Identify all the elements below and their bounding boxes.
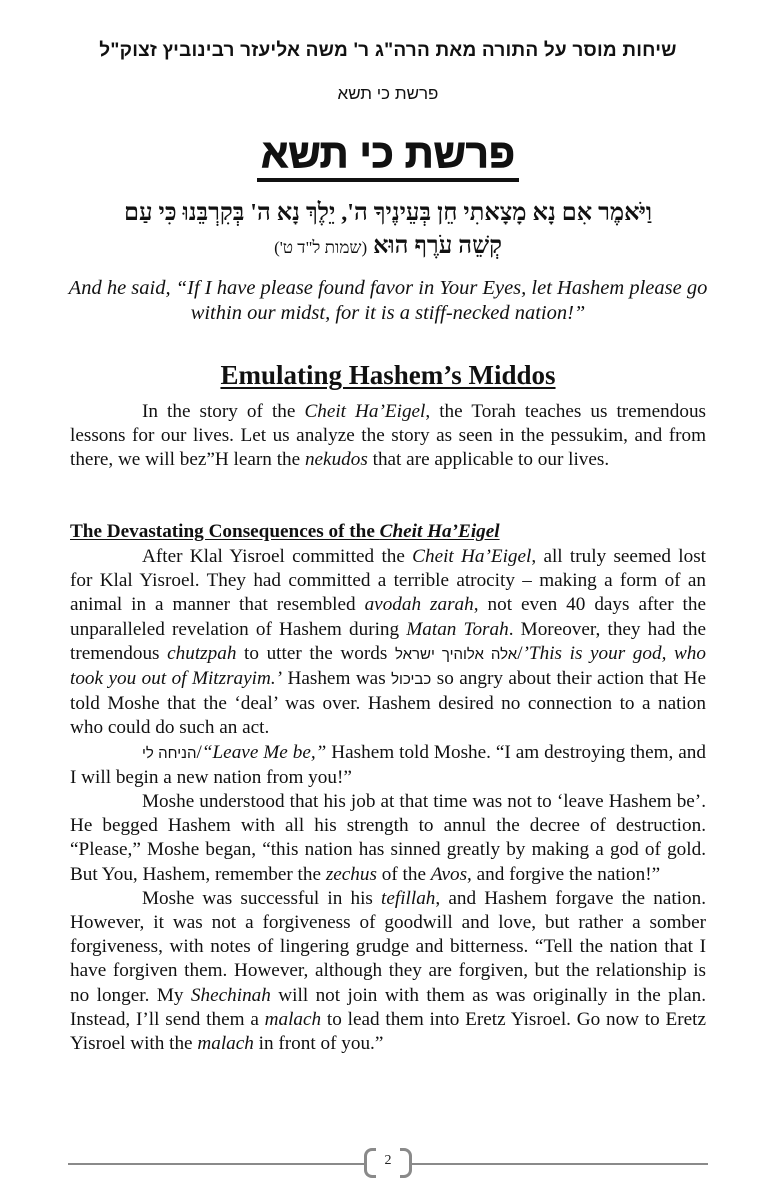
text-run: , and forgive the nation!” (467, 863, 661, 885)
intro-paragraph-block (70, 400, 706, 473)
italic-term: malach (197, 1033, 254, 1055)
paragraph-4 (70, 887, 706, 1056)
text-run: After Klal Yisroel committed the (142, 546, 413, 567)
left-brace-icon (364, 1148, 376, 1178)
text-run: , and Hashem forgave the nation. However, it was not a forgiveness of goodwill and love, but rather a somber forgiveness, with notes of lingering grudge and bitterness. “Tell the nation that I have forgiven them. However, although they are forgiven, but the relationship is no longer. My (70, 887, 706, 1006)
running-header-parsha: פרשת כי תשא (337, 84, 439, 103)
subsection-heading-italic: Cheit Ha’Eigel (379, 521, 500, 542)
text-run: In the story of the (142, 401, 305, 422)
text-run: of the (376, 863, 431, 885)
main-body (70, 545, 706, 1056)
verse-line-2 (60, 230, 716, 264)
hebrew-quote: אלה אלוהיך ישראל (394, 645, 518, 663)
text-run: . Moreover, they had the tremendous (70, 618, 706, 664)
text-run: Hashem was (282, 668, 392, 690)
italic-term: nekudos (304, 449, 368, 471)
footer-rule-left (68, 1163, 364, 1165)
italic-quote: ’This is your god, who took you out of Mitzrayim.’ (70, 642, 706, 690)
italic-term: Cheit Ha’Eigel (412, 546, 532, 567)
text-run: so angry about their action that He told Moshe that the ‘deal’ was over. Hashem desired no connection to a nation who could do such an act. (70, 668, 706, 739)
subsection-heading (70, 521, 500, 543)
verse-line-1: וַיֹּאמֶר אִם נָא מָצָאתִי חֵן בְּעֵינֶיךָ ה', יֵלֶךְ נָא ה' בְּקִרְבֵּנוּ כִּי עַם (123, 200, 652, 226)
italic-term: Matan Torah (406, 618, 509, 640)
paragraph-2 (70, 741, 706, 790)
intro-paragraph (70, 400, 706, 473)
verse-hebrew (60, 197, 716, 264)
verse-translation: And he said, “If I have please found favor in Your Eyes, let Hashem please go within our midst, for it is a stiff-necked nation!” (68, 277, 708, 324)
paragraph-1 (70, 545, 706, 741)
right-brace-icon (400, 1148, 412, 1178)
text-run: Moshe understood that his job at that time was not to ‘leave Hashem be’. He begged Hashem with all his strength to annul the decree of destruction. “Please,” Moshe began, “this nation has sinned greatly by making a god of gold. But You, Hashem, remember the (70, 791, 706, 885)
section-title: Emulating Hashem’s Middos (220, 360, 556, 390)
text-run: in front of you.” (253, 1033, 384, 1055)
hebrew-word: כביכול (391, 671, 432, 689)
parsha-title-text: פרשת כי תשא (257, 132, 519, 182)
text-run: / (517, 642, 523, 664)
verse-source: (שמות ל"ד ט') (274, 238, 368, 257)
italic-term: chutzpah (167, 642, 237, 664)
text-run: will not join with them as was originally in the plan. Instead, I’ll send them a (70, 984, 706, 1030)
text-run: / (196, 741, 202, 763)
text-run: that are applicable to our lives. (367, 449, 610, 471)
parsha-title (60, 132, 716, 182)
italic-term: tefillah (381, 887, 436, 909)
page-number: 2 (384, 1153, 392, 1168)
text-run: , all truly seemed lost for Klal Yisroel. They had committed a terrible atrocity – making a form of an animal in a manner that resembled (70, 546, 706, 616)
text-run: to lead them into Eretz Yisroel. Go now to Eretz Yisroel with the (70, 1008, 706, 1055)
text-run: Hashem told Moshe. “I am destroying them, and I will begin a new nation from you!” (70, 741, 706, 788)
italic-quote: “Leave Me be,” (201, 741, 327, 763)
italic-term: Cheit Ha’Eigel (304, 401, 426, 422)
text-run: , the Torah teaches us tremendous lessons for our lives. Let us analyze the story as seen in the pessukim, and from there, we will bez”H learn the (70, 401, 706, 471)
text-run: Moshe was successful in his (142, 887, 382, 909)
page-footer (68, 1146, 708, 1180)
italic-term: zechus (325, 863, 377, 885)
hebrew-quote: הניחה לי (142, 744, 197, 762)
footer-rule-right (412, 1163, 708, 1165)
italic-term: Shechinah (190, 984, 271, 1006)
paragraph-3 (70, 790, 706, 887)
verse-line-2-text: קְשֵׁה עֹרֶף הוּא (373, 233, 502, 259)
text-run: to utter the words (236, 642, 395, 664)
running-header-series-title: שיחות מוסר על התורה מאת הרה"ג ר' משה אליעזר רבינוביץ זצוק"ל (99, 40, 677, 61)
subsection-heading-text: The Devastating Consequences of the (70, 521, 380, 542)
italic-term: malach (264, 1008, 322, 1030)
italic-term: Avos (430, 863, 468, 885)
italic-term: avodah zarah (364, 594, 474, 616)
text-run: , not even 40 days after the unparalleled revelation of Hashem during (70, 594, 706, 640)
